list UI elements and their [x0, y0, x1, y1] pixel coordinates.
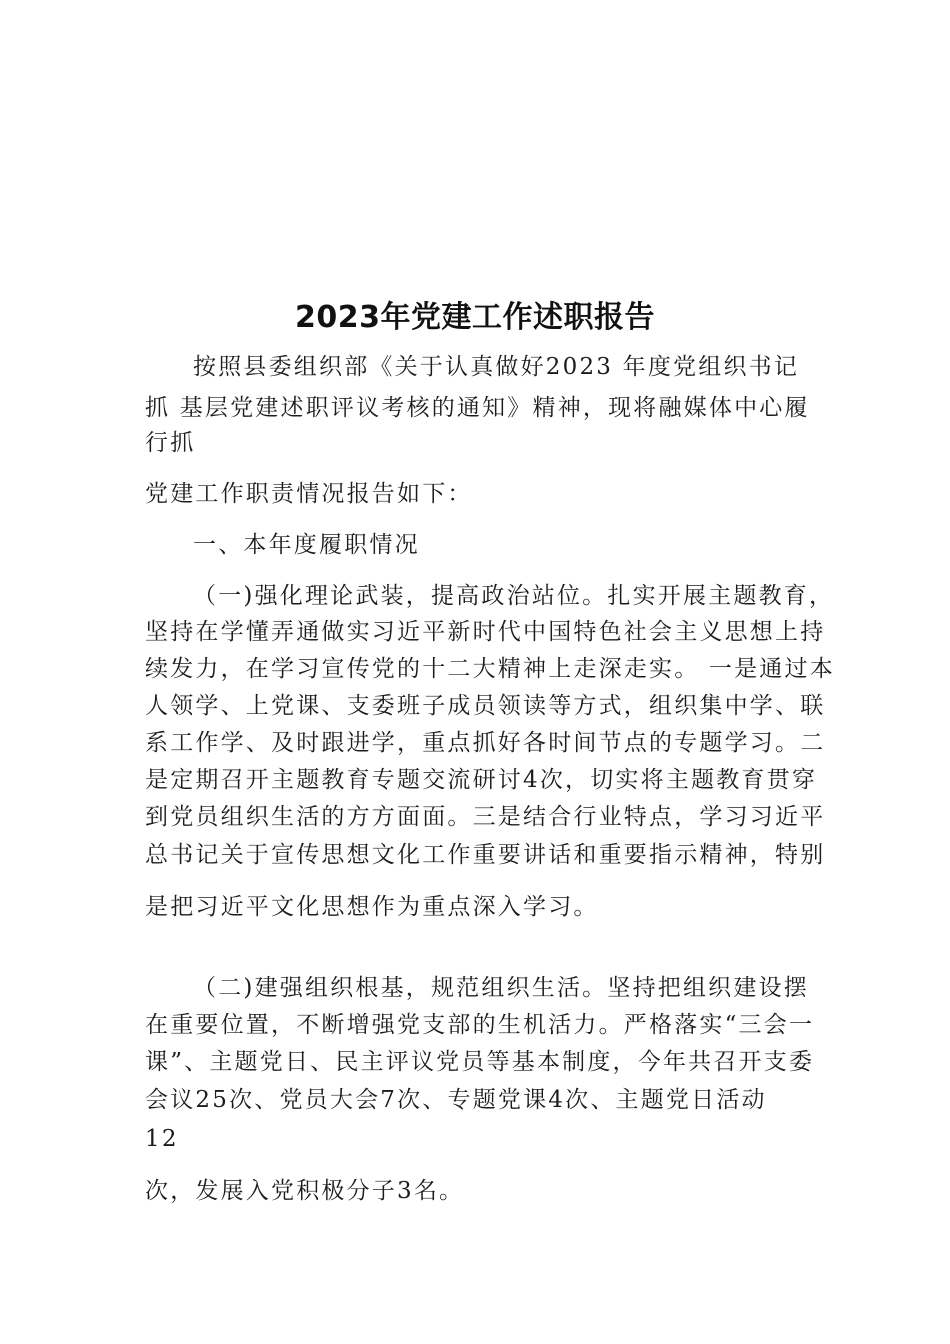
paragraph-line: 在重要位置，不断增强党支部的生机活力。严格落实“三会一 [145, 1012, 815, 1038]
paragraph-line: 抓 基层党建述职评议考核的通知》精神，现将融媒体中心履 [145, 395, 810, 421]
paragraph-line: 到党员组织生活的方方面面。三是结合行业特点，学习习近平 [145, 804, 826, 830]
paragraph-line: 党建工作职责情况报告如下： [145, 481, 473, 507]
paragraph-line: 12 [145, 1126, 179, 1152]
paragraph-line: 是定期召开主题教育专题交流研讨4次，切实将主题教育贯穿 [145, 767, 818, 793]
paragraph-line: （一)强化理论武装，提高政治站位。扎实开展主题教育， [193, 583, 835, 609]
paragraph-line: 次，发展入党积极分子3名。 [145, 1178, 465, 1204]
paragraph-line: 人领学、上党课、支委班子成员领读等方式，组织集中学、联 [145, 693, 826, 719]
section-heading: 一、本年度履职情况 [193, 532, 420, 558]
paragraph-line: 课”、主题党日、民主评议党员等基本制度，今年共召开支委 [145, 1049, 815, 1075]
document-title: 2023年党建工作述职报告 [295, 300, 655, 335]
paragraph-line: 是把习近平文化思想作为重点深入学习。 [145, 894, 599, 920]
paragraph-line: 行抓 [145, 430, 196, 456]
paragraph-line: 会议25次、党员大会7次、专题党课4次、主题党日活动 [145, 1087, 767, 1113]
paragraph-line: （二)建强组织根基，规范组织生活。坚持把组织建设摆 [193, 975, 809, 1001]
paragraph-line: 续发力，在学习宣传党的十二大精神上走深走实。 一是通过本 [145, 656, 835, 682]
paragraph-line: 总书记关于宣传思想文化工作重要讲话和重要指示精神，特别 [145, 842, 826, 868]
paragraph-line: 系工作学、及时跟进学，重点抓好各时间节点的专题学习。二 [145, 730, 826, 756]
paragraph-line: 按照县委组织部《关于认真做好2023 年度党组织书记 [193, 354, 800, 380]
paragraph-line: 坚持在学懂弄通做实习近平新时代中国特色社会主义思想上持 [145, 619, 826, 645]
